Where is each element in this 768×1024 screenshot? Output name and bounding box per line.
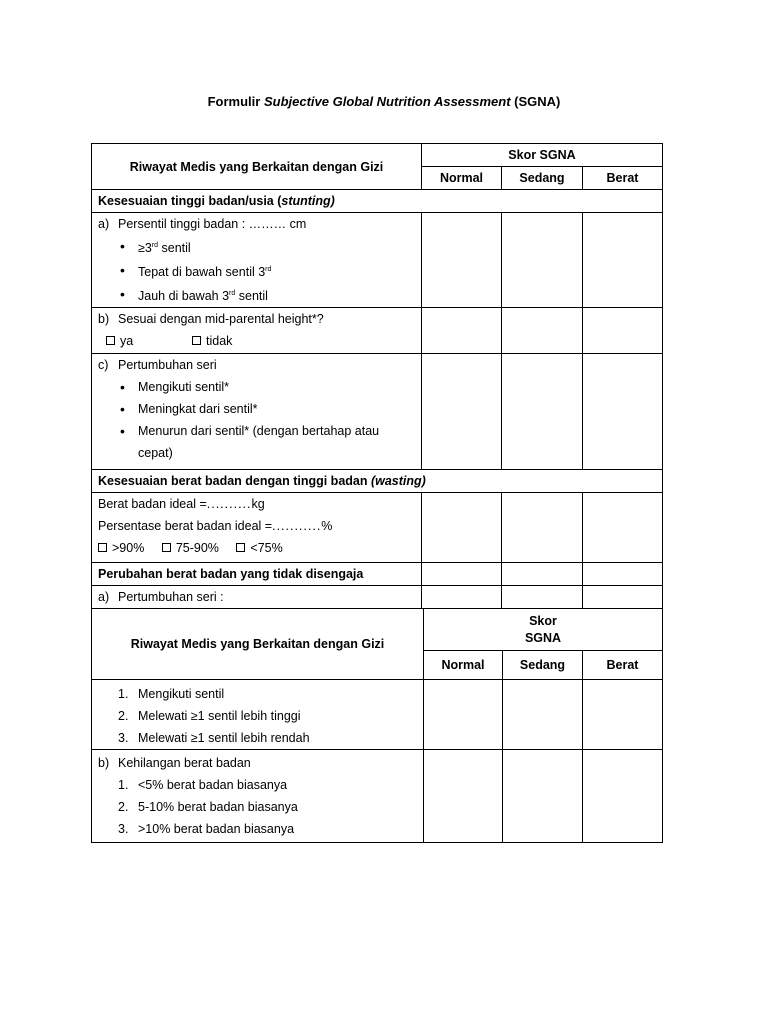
score-cell-sedang[interactable] (502, 586, 583, 609)
pertumbuhan-seri-a-cell: a) Pertumbuhan seri : (92, 586, 422, 609)
score-cell-sedang[interactable] (502, 213, 583, 308)
list-item: • Tepat di bawah sentil 3rd (118, 259, 415, 283)
kehilangan-options (98, 774, 417, 840)
score-cell-sedang[interactable] (503, 680, 583, 750)
row-pertumbuhan-sentil (92, 680, 663, 750)
score-cell-normal[interactable] (422, 586, 502, 609)
pertumbuhan-options (98, 376, 415, 464)
checkbox-75-90[interactable] (162, 543, 171, 552)
mid-parental-cell: b) Sesuai dengan mid-parental height*? ya tidak (92, 308, 422, 354)
score-cell-berat[interactable] (583, 563, 663, 586)
header-riwayat: Riwayat Medis yang Berkaitan dengan Gizi (92, 144, 422, 190)
score-cell-berat[interactable] (583, 308, 663, 354)
sentil-options (98, 683, 417, 749)
section-stunting-title: Kesesuaian tinggi badan/usia (stunting) (92, 190, 663, 213)
score-cell-berat[interactable] (583, 586, 663, 609)
score-cell-berat[interactable] (583, 750, 663, 843)
section-perubahan-title: Perubahan berat badan yang tidak disengaja (92, 563, 422, 586)
header-normal: Normal (422, 167, 502, 190)
score-cell-sedang[interactable] (502, 563, 583, 586)
score-cell-berat[interactable] (583, 213, 663, 308)
kehilangan-berat-cell: b) Kehilangan berat badan 1. <5% berat badan biasanya 2. 5-10% berat badan biasanya 3. >10% berat badan biasanya (92, 750, 424, 843)
persentil-options (98, 235, 415, 307)
section-wasting-title: Kesesuaian berat badan dengan tinggi badan (wasting) (92, 470, 663, 493)
list-item: 1. <5% berat badan biasanya (118, 778, 288, 792)
header-sedang: Sedang (503, 651, 583, 680)
checkbox-gt90[interactable] (98, 543, 107, 552)
score-cell-normal[interactable] (424, 750, 503, 843)
header-berat: Berat (583, 167, 663, 190)
list-item: 2. Melewati ≥1 sentil lebih tinggi (118, 709, 301, 723)
list-item: 2. 5-10% berat badan biasanya (118, 800, 298, 814)
score-cell-sedang[interactable] (502, 308, 583, 354)
header-riwayat: Riwayat Medis yang Berkaitan dengan Gizi (92, 609, 424, 680)
score-cell-normal[interactable] (422, 493, 502, 563)
score-cell-normal[interactable] (424, 680, 503, 750)
score-cell-normal[interactable] (422, 308, 502, 354)
score-cell-normal[interactable] (422, 213, 502, 308)
list-item: 3. >10% berat badan biasanya (118, 822, 295, 836)
score-cell-berat[interactable] (583, 680, 663, 750)
score-cell-sedang[interactable] (502, 354, 583, 470)
pertumbuhan-seri-cell: c) Pertumbuhan seri • Mengikuti sentil* • Meningkat dari sentil* • Menurun dari sentil* (dengan bertahap atau cepat) (92, 354, 422, 470)
header-sedang: Sedang (502, 167, 583, 190)
row-kehilangan-berat (92, 750, 663, 843)
score-cell-berat[interactable] (583, 493, 663, 563)
list-item: • Jauh di bawah 3rd sentil (118, 283, 415, 307)
header-berat: Berat (583, 651, 663, 680)
list-item: • Mengikuti sentil* (118, 376, 415, 398)
pertumbuhan-sentil-cell (92, 680, 424, 750)
sgna-table-2 (91, 608, 663, 843)
checkbox-tidak[interactable] (192, 336, 201, 345)
list-item: • ≥3rd sentil (118, 235, 415, 259)
row-berat-ideal (92, 493, 663, 563)
row-persentil-tinggi (92, 213, 663, 308)
sgna-table-1 (91, 143, 663, 609)
page-title: Formulir Subjective Global Nutrition Assessment (SGNA) (207, 94, 561, 109)
persentil-tinggi-cell: a) Persentil tinggi badan : ……… cm • ≥3rd sentil • Tepat di bawah sentil 3rd • Jauh di bawah 3rd sentil (92, 213, 422, 308)
checkbox-lt75[interactable] (236, 543, 245, 552)
checkbox-ya[interactable] (106, 336, 115, 345)
score-cell-normal[interactable] (422, 354, 502, 470)
list-item: • Menurun dari sentil* (dengan bertahap atau cepat) (118, 420, 415, 464)
score-cell-sedang[interactable] (502, 493, 583, 563)
row-pertumbuhan-seri (92, 354, 663, 470)
score-cell-sedang[interactable] (503, 750, 583, 843)
berat-ideal-cell: Berat badan ideal =..........kg Persentase berat badan ideal =...........% >90% 75-90% <75% (92, 493, 422, 563)
list-item: 1. Mengikuti sentil (118, 687, 225, 701)
score-cell-berat[interactable] (583, 354, 663, 470)
score-cell-normal[interactable] (422, 563, 502, 586)
list-item: 3. Melewati ≥1 sentil lebih rendah (118, 731, 310, 745)
header-skor-sgna: Skor SGNA (422, 144, 663, 167)
header-skor-sgna: Skor SGNA (424, 609, 663, 651)
row-mid-parental (92, 308, 663, 354)
list-item: • Meningkat dari sentil* (118, 398, 415, 420)
header-normal: Normal (424, 651, 503, 680)
